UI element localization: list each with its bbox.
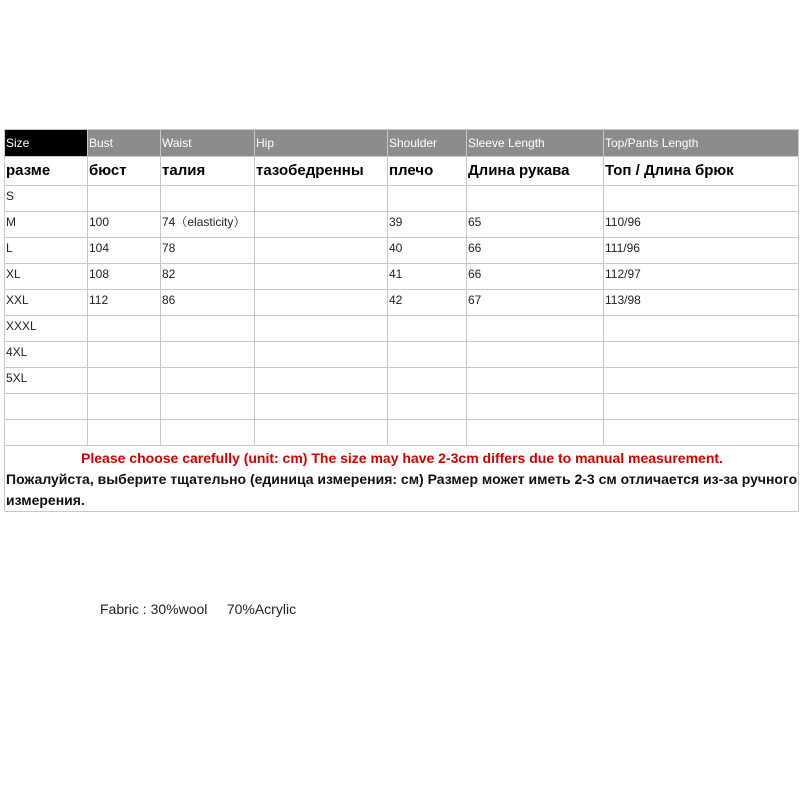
table-cell [604,186,799,212]
header-ru-size: разме [5,157,88,186]
table-cell [467,394,604,420]
note-cell [5,446,799,512]
table-cell [388,394,467,420]
table-cell: 41 [388,264,467,290]
table-cell: 108 [88,264,161,290]
table-cell [88,420,161,446]
table-cell [467,316,604,342]
table-cell [88,394,161,420]
table-cell: 4XL [5,342,88,368]
table-cell: M [5,212,88,238]
table-cell [604,316,799,342]
table-cell: 111/96 [604,238,799,264]
table-cell [604,394,799,420]
table-cell [467,186,604,212]
size-chart-table [4,129,799,512]
table-cell: 5XL [5,368,88,394]
table-cell: 86 [161,290,255,316]
header-ru-shoulder: плечо [388,157,467,186]
table-cell: 104 [88,238,161,264]
table-cell [255,186,388,212]
note-russian: Пожалуйста, выберите тщательно (единица измерения: см) Размер может иметь 2-3 см отличается из-за ручного измерения. [6,471,798,508]
table-cell: 112 [88,290,161,316]
table-row [5,290,799,316]
header-size: Size [5,130,88,157]
table-row [5,212,799,238]
table-row [5,420,799,446]
table-cell [388,368,467,394]
table-cell [255,420,388,446]
header-ru-waist: талия [161,157,255,186]
header-ru-bust: бюст [88,157,161,186]
table-cell [161,186,255,212]
table-cell [161,368,255,394]
table-cell [161,342,255,368]
table-cell: XXL [5,290,88,316]
table-cell [388,420,467,446]
table-row [5,342,799,368]
note-english: Please choose carefully (unit: cm) The size may have 2-3cm differs due to manual measurement. [81,450,723,466]
table-row [5,186,799,212]
table-cell [467,342,604,368]
header-hip: Hip [255,130,388,157]
table-cell [388,316,467,342]
table-cell [88,368,161,394]
table-cell [161,316,255,342]
table-cell [255,394,388,420]
table-cell: 39 [388,212,467,238]
table-cell: 78 [161,238,255,264]
table-cell [5,420,88,446]
table-cell: XL [5,264,88,290]
header-bust: Bust [88,130,161,157]
header-top-pants-length: Top/Pants Length [604,130,799,157]
note-row [5,446,799,512]
table-cell [255,342,388,368]
table-cell: 66 [467,264,604,290]
header-waist: Waist [161,130,255,157]
header-ru-top-pants-length: Топ / Длина брюк [604,157,799,186]
table-row [5,316,799,342]
table-cell: 113/98 [604,290,799,316]
table-cell: 74（elasticity） [161,212,255,238]
table-cell [388,342,467,368]
table-cell [255,290,388,316]
table-row [5,238,799,264]
table-cell [467,420,604,446]
table-cell [255,212,388,238]
header-sleeve-length: Sleeve Length [467,130,604,157]
table-cell: 67 [467,290,604,316]
table-cell: 40 [388,238,467,264]
table-cell: L [5,238,88,264]
table-cell: 65 [467,212,604,238]
fabric-composition: Fabric : 30%wool 70%Acrylic [100,601,297,617]
table-cell [161,394,255,420]
table-cell [88,186,161,212]
header-ru-hip: тазобедренны [255,157,388,186]
table-cell [88,342,161,368]
header-ru-sleeve-length: Длина рукава [467,157,604,186]
table-row [5,394,799,420]
table-cell [255,316,388,342]
table-cell [604,420,799,446]
table-cell [5,394,88,420]
table-cell [255,238,388,264]
table-cell [255,368,388,394]
table-cell [467,368,604,394]
table-cell [88,316,161,342]
table-cell [604,342,799,368]
table-row [5,264,799,290]
table-cell [255,264,388,290]
table-cell: XXXL [5,316,88,342]
table-cell: 82 [161,264,255,290]
table-cell: 112/97 [604,264,799,290]
table-cell [604,368,799,394]
header-row-russian [5,157,799,186]
table-cell: 100 [88,212,161,238]
table-cell: 42 [388,290,467,316]
header-row-english [5,130,799,157]
header-shoulder: Shoulder [388,130,467,157]
table-cell [161,420,255,446]
table-row [5,368,799,394]
table-cell [388,186,467,212]
table-cell: S [5,186,88,212]
table-cell: 66 [467,238,604,264]
table-cell: 110/96 [604,212,799,238]
